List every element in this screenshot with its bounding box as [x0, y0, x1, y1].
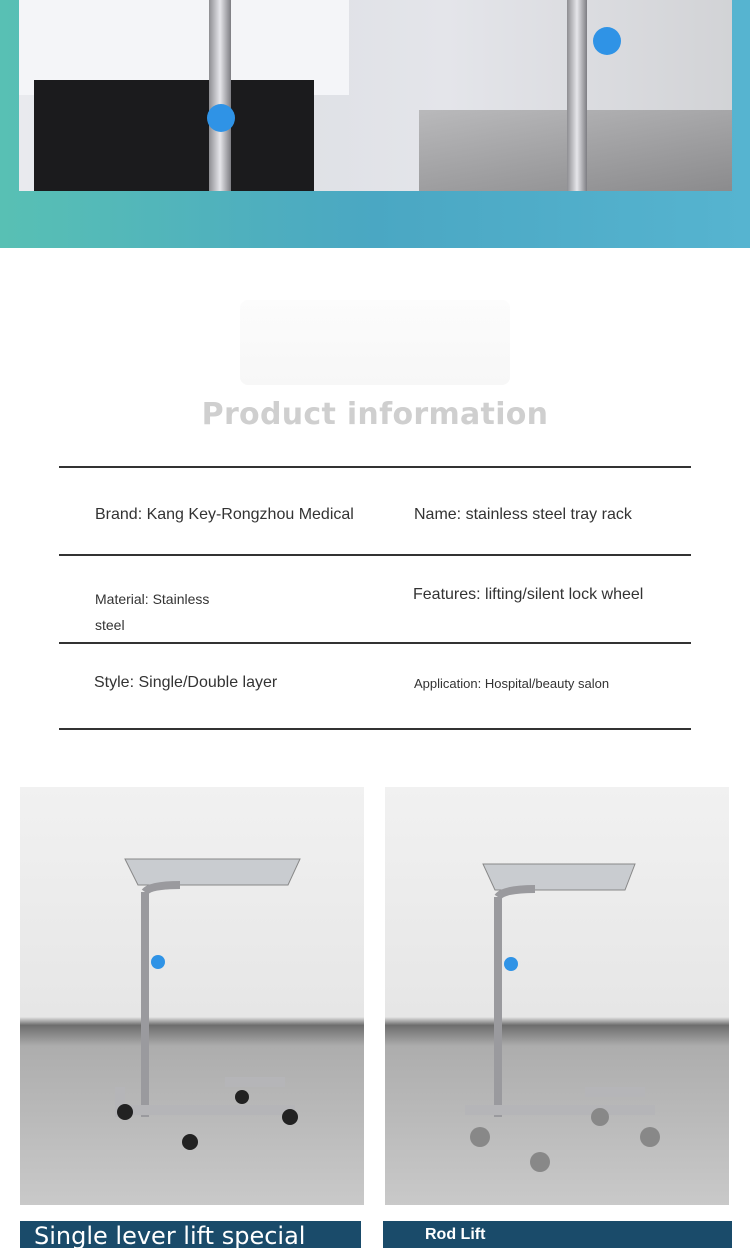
brand: Brand: Kang Key-Rongzhou Medical: [95, 506, 354, 523]
banner-photo: [19, 0, 732, 191]
tray-stand-illustration: [385, 787, 729, 1205]
caption-text: Single lever lift special: [34, 1222, 306, 1248]
knob-icon: [593, 27, 621, 55]
pole: [209, 0, 231, 191]
tray-stand-illustration: [20, 787, 364, 1205]
info-row: [59, 642, 691, 730]
features: Features: lifting/silent lock wheel: [413, 586, 644, 603]
application: Application: Hospital/beauty salon: [414, 676, 610, 691]
product-photo-rod: [385, 787, 729, 1205]
product-photo-single: [20, 787, 364, 1205]
pole: [567, 0, 587, 191]
material: Material: Stainless steel: [95, 591, 210, 633]
section-title: Product information: [201, 397, 549, 432]
caption-text: Rod Lift: [425, 1226, 486, 1243]
info-row: [59, 554, 691, 642]
section-heading: [0, 300, 750, 432]
watermark-logo: [240, 300, 510, 385]
style: Style: Single/Double layer: [94, 674, 278, 691]
knob-icon: [207, 104, 235, 132]
caption-rod-lift: [383, 1221, 732, 1248]
top-banner: [0, 0, 750, 248]
product-info-table: [59, 466, 691, 730]
name: Name: stainless steel tray rack: [414, 506, 632, 523]
caption-single-lever: [20, 1221, 361, 1248]
info-row: [59, 466, 691, 554]
person-legs: [34, 80, 314, 191]
